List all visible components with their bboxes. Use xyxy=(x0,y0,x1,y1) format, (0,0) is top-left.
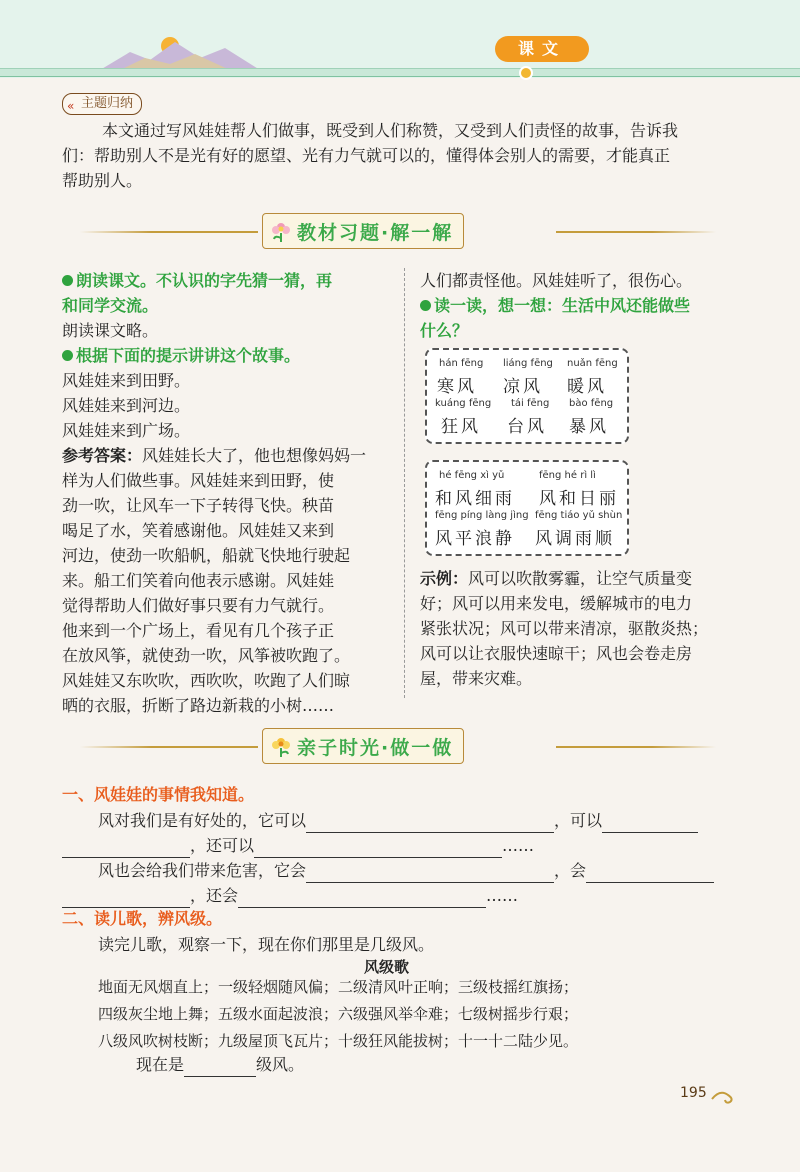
poem-line: 四级灰尘地上舞；五级水面起波浪；六级强风举伞难；七级树摇步行艰； xyxy=(98,1005,579,1023)
pinyin: fēng píng làng jìng xyxy=(435,510,529,521)
exercises-left-column xyxy=(62,268,392,718)
pinyin: hé fēng xì yǔ xyxy=(439,470,505,481)
part-2-intro: 读完儿歌，观察一下，现在你们那里是几级风。 xyxy=(98,935,435,954)
banner-line-left xyxy=(80,746,258,748)
flower-icon xyxy=(269,219,293,243)
word: 和风细雨 xyxy=(435,489,515,509)
example-line: 风可以让衣服快速晾干；风也会卷走房 xyxy=(420,644,693,663)
swirl-ornament-icon xyxy=(710,1087,740,1105)
answer-line: 来。船工们笑着向他表示感谢。风娃娃 xyxy=(62,571,335,590)
word: 风平浪静 xyxy=(435,529,515,549)
section-tag: 课文 xyxy=(495,36,589,62)
example-line: 示例：风可以吹散雾霾，让空气质量变 xyxy=(420,569,693,588)
example-line: 好；风可以用来发电，缓解城市的电力 xyxy=(420,594,693,613)
answer-line: 样为人们做些事。风娃娃来到田野，使 xyxy=(62,471,335,490)
answer-line: 河边，使劲一吹船帆，船就飞快地行驶起 xyxy=(62,546,351,565)
answer-line: 风娃娃又东吹吹，西吹吹，吹跑了人们晾 xyxy=(62,671,351,690)
question-1: 朗读课文。不认识的字先猜一猜，再 xyxy=(62,268,392,293)
pinyin: kuáng fēng xyxy=(435,398,492,409)
pinyin: tái fēng xyxy=(511,398,550,409)
banner-line-left xyxy=(80,231,258,233)
word: 凉风 xyxy=(503,377,543,397)
story-continuation: 人们都责怪他。风娃娃听了，很伤心。 xyxy=(420,271,693,290)
answer-blank[interactable] xyxy=(238,889,486,908)
answer-line: 喝足了水，笑着感谢他。风娃娃又来到 xyxy=(62,521,335,540)
page-number: 195 xyxy=(680,1085,707,1101)
question-3: 读一读，想一想：生活中风还能做些 xyxy=(420,293,750,318)
exercises-banner xyxy=(262,213,464,249)
pinyin: fēng hé rì lì xyxy=(539,470,596,481)
example-block xyxy=(420,566,750,691)
answer-blank[interactable] xyxy=(62,839,190,858)
exercises-banner-text: 教材习题·解一解 xyxy=(297,221,454,244)
hint-3: 风娃娃来到广场。 xyxy=(62,421,191,440)
hint-1: 风娃娃来到田野。 xyxy=(62,371,191,390)
word: 暖风 xyxy=(567,377,607,397)
fill-line-4: ，还会 …… xyxy=(62,883,742,908)
flower-icon xyxy=(269,734,293,758)
answer-line: 他来到一个广场上，看见有几个孩子正 xyxy=(62,621,335,640)
answer-line: 劲一吹，让风车一下子转得飞快。秧苗 xyxy=(62,496,335,515)
current-wind-level: 现在是 级风。 xyxy=(136,1052,304,1077)
part-1-title: 一、风娃娃的事情我知道。 xyxy=(62,785,255,804)
page-header xyxy=(0,0,800,78)
theme-line-1: 本文通过写风娃娃帮人们做事，既受到人们称赞，又受到人们责怪的故事，告诉我 xyxy=(102,121,679,140)
question-1-cont: 和同学交流。 xyxy=(62,296,159,315)
banner-line-right xyxy=(556,231,716,233)
hint-2: 风娃娃来到河边。 xyxy=(62,396,191,415)
word-box-1 xyxy=(425,348,629,444)
arrow-icon: « xyxy=(67,99,75,113)
word-box-2 xyxy=(425,460,629,556)
exercises-right-column xyxy=(420,268,750,343)
word: 台风 xyxy=(507,417,547,437)
bullet-icon xyxy=(62,275,73,286)
fill-line-1: 风对我们是有好处的，它可以 ，可以 xyxy=(98,808,758,833)
word: 寒风 xyxy=(437,377,477,397)
pinyin: liáng fēng xyxy=(503,358,553,369)
poem-title: 风级歌 xyxy=(364,958,410,976)
answer-1: 朗读课文略。 xyxy=(62,321,159,340)
word: 狂风 xyxy=(441,417,481,437)
pinyin: nuǎn fēng xyxy=(567,358,618,369)
example-line: 屋，带来灾难。 xyxy=(420,669,533,688)
pinyin: hán fēng xyxy=(439,358,484,369)
poem-line: 八级风吹树枝断；九级屋顶飞瓦片；十级狂风能拔树；十一十二陆少见。 xyxy=(98,1032,579,1050)
answer-blank[interactable] xyxy=(586,864,714,883)
word: 暴风 xyxy=(569,417,609,437)
pinyin: bào fēng xyxy=(569,398,614,409)
poem-line: 地面无风烟直上；一级轻烟随风偏；二级清风叶正响；三级枝摇红旗扬； xyxy=(98,978,579,996)
word: 风调雨顺 xyxy=(535,529,615,549)
family-banner xyxy=(262,728,464,764)
header-line xyxy=(0,76,800,77)
answer-blank[interactable] xyxy=(184,1058,256,1077)
bullet-icon xyxy=(420,300,431,311)
answer-line: 在放风筝，就使劲一吹，风筝被吹跑了。 xyxy=(62,646,351,665)
part-2-title: 二、读儿歌，辨风级。 xyxy=(62,909,223,928)
question-2: 根据下面的提示讲讲这个故事。 xyxy=(62,343,392,368)
column-divider xyxy=(404,268,405,698)
bullet-icon xyxy=(62,350,73,361)
theme-line-2: 们：帮助别人不是光有好的愿望、光有力气就可以的，懂得体会别人的需要，才能真正 xyxy=(62,146,671,165)
word: 风和日丽 xyxy=(539,489,619,509)
poem xyxy=(98,974,738,1055)
answer-line: 觉得帮助人们做好事只要有力气就行。 xyxy=(62,596,335,615)
theme-label xyxy=(62,93,142,115)
answer-label: 参考答案： xyxy=(62,446,143,465)
banner-line-right xyxy=(556,746,716,748)
example-label: 示例： xyxy=(420,569,469,588)
pinyin: fēng tiáo yǔ shùn xyxy=(535,510,623,521)
theme-label-text: 主题归纳 xyxy=(81,96,134,111)
mountain-sun-illustration xyxy=(0,0,320,78)
example-line: 紧张状况；风可以带来清凉，驱散炎热； xyxy=(420,619,709,638)
answer-line: 晒的衣服，折断了路边新栽的小树…… xyxy=(62,696,335,715)
family-banner-text: 亲子时光·做一做 xyxy=(297,736,454,759)
fill-line-3: 风也会给我们带来危害，它会 ，会 xyxy=(98,858,758,883)
answer-blank[interactable] xyxy=(602,814,698,833)
answer-line: 参考答案：风娃娃长大了，他也想像妈妈一 xyxy=(62,446,367,465)
answer-blank[interactable] xyxy=(306,814,554,833)
fill-line-2: ，还可以 …… xyxy=(62,833,742,858)
answer-blank[interactable] xyxy=(306,864,554,883)
theme-line-3: 帮助别人。 xyxy=(62,171,143,190)
answer-blank[interactable] xyxy=(254,839,502,858)
section-tag-dot xyxy=(519,66,533,80)
question-3-cont: 什么？ xyxy=(420,321,469,340)
